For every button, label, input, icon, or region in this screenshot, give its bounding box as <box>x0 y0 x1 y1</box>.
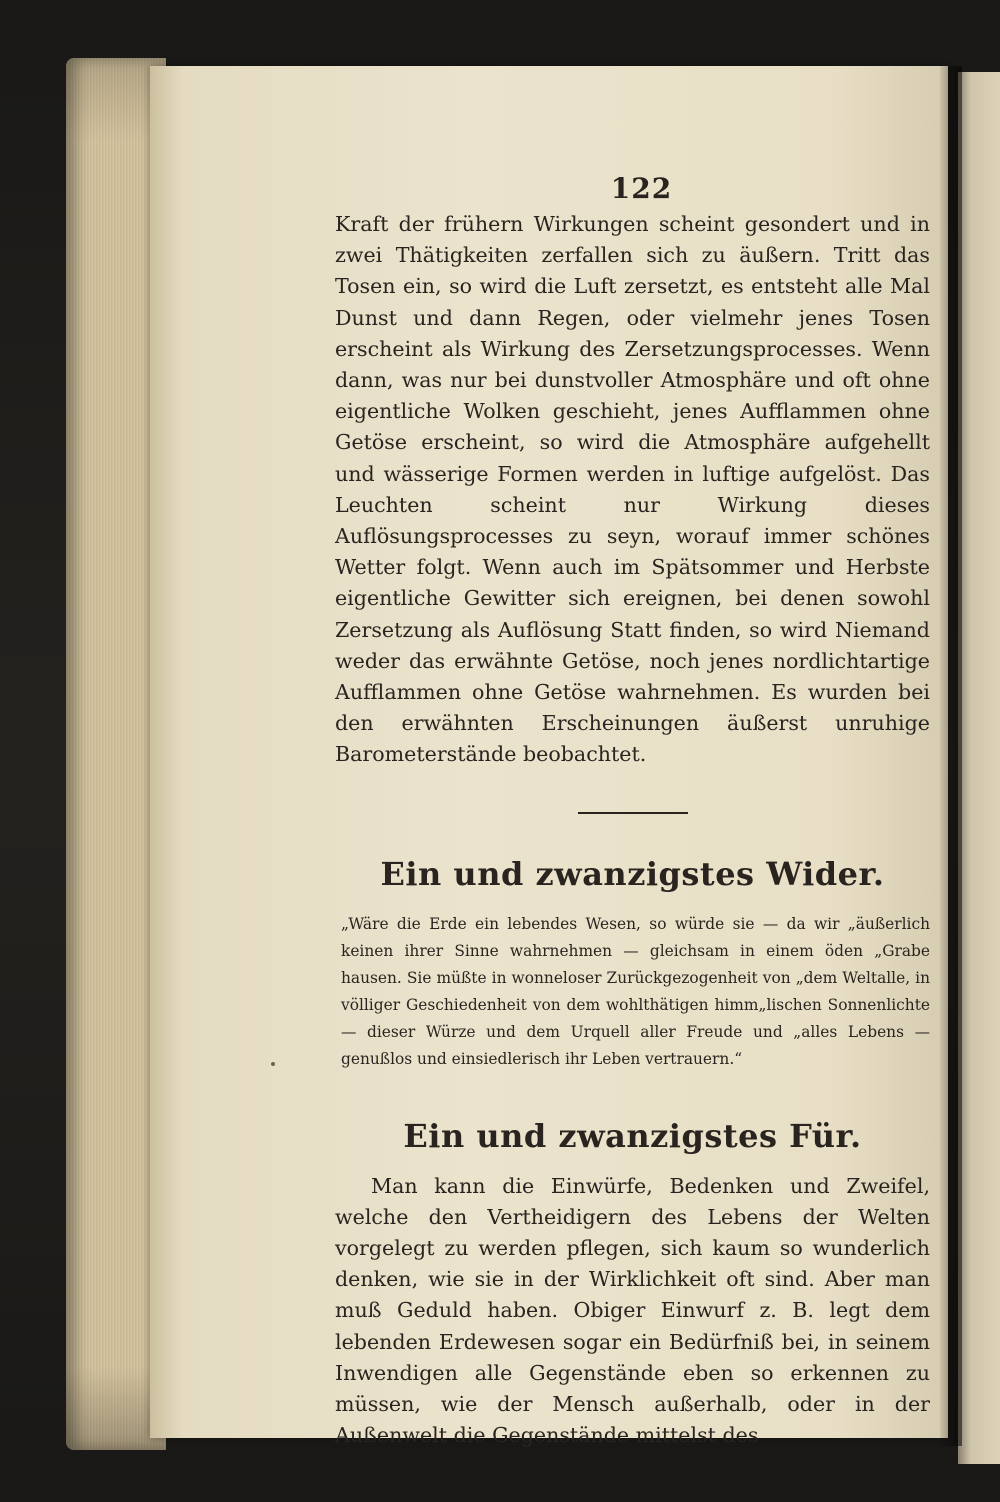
body-paragraph-response: Man kann die Einwürfe, Bedenken und Zweifel, welche den Vertheidigern des Lebens der Welten vorgelegt zu werden pflegen, sich kaum so wunderlich denken, wie sie in der Wirklichkeit oft sind. Aber man muß Geduld haben. Obiger Einwurf z. B. legt dem lebenden Erdewesen sogar ein Bedürfniß bei, in seinem Inwendigen alle Gegenstände eben so erkennen zu müssen, wie der Mensch außerhalb, oder in der Außenwelt die Gegenstände mittelst des <box>335 1173 930 1448</box>
body-paragraph: Kraft der frühern Wirkungen scheint gesondert und in zwei Thätigkeiten zerfallen sich zu äußern. Tritt das Tosen ein, so wird die Luft zersetzt, es entsteht alle Mal Dunst und dann Regen, oder vielmehr jenes Tosen erscheint als Wirkung des Zersetzungsprocesses. Wenn dann, was nur bei dunstvoller Atmosphäre und oft ohne eigentliche Wolken geschieht, jenes Aufflammen ohne Getöse erscheint, so wird die Atmosphäre aufgehellt und wässerige Formen werden in luftige aufgelöst. Das Leuchten scheint nur Wirkung dieses Auflösungsprocesses zu seyn, worauf immer schönes Wetter folgt. Wenn auch im Spätsommer und Herbste eigentliche Gewitter sich ereignen, bei denen sowohl Zersetzung als Auflösung Statt finden, so wird Niemand weder das erwähnte Getöse, noch jenes nordlichtartige Aufflammen ohne Getöse wahrnehmen. Es wurden bei den erwähnten Erscheinungen äußerst unruhige Barometerstände beobachtet. <box>335 212 930 767</box>
section-heading-wider: Ein und zwanzigstes Wider. <box>380 854 885 893</box>
page-text <box>335 172 930 1451</box>
margin-mark <box>271 1062 275 1066</box>
page-number: 122 <box>610 172 673 205</box>
next-page-edge <box>958 72 1000 1464</box>
gutter-shadow <box>940 66 962 1446</box>
objection-quote: „Wäre die Erde ein lebendes Wesen, so würde sie — da wir „äußerlich keinen ihrer Sinne wahrnehmen — gleichsam in einem öden „Grabe hausen. Sie müßte in wonneloser Zurückgezogenheit von „dem Weltalle, in völliger Geschiedenheit von dem wohlthätigen himm„lischen Sonnenlichte — dieser Würze und dem Urquell aller Freude und „alles Lebens — genußlos und einsiedlerisch ihr Leben vertrauern.“ <box>341 914 930 1068</box>
section-heading-fuer: Ein und zwanzigstes Für. <box>403 1116 862 1155</box>
section-divider <box>578 812 688 814</box>
